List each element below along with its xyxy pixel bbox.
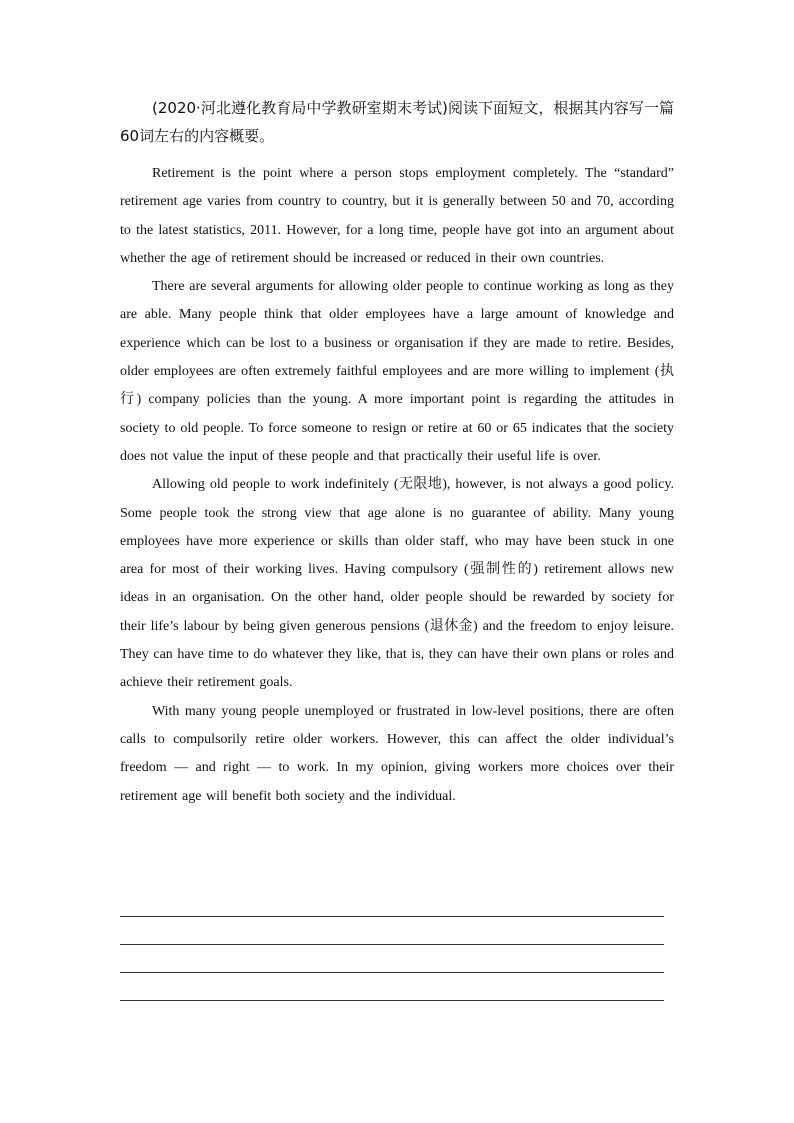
paragraph-4: With many young people unemployed or frustrated in low-level positions, there are often calls to compulsorily retire older workers. However, this can affect the older individual’s freedom — and right — to work. In my opinion, giving workers more choices over their retirement age will benefit both society and the individual. — [120, 703, 674, 804]
task-instruction: (2020·河北遵化教育局中学教研室期末考试)阅读下面短文，根据其内容写一篇60词左右的内容概要。 — [120, 99, 674, 145]
answer-line — [120, 1000, 664, 1001]
answer-line — [120, 944, 664, 945]
paragraph-3: Allowing old people to work indefinitely (无限地), however, is not always a good policy. Some people took the strong view that age alone is no guarantee of ability. Many young employees have more experience or skills than older staff, who may have been stuck in one area for most of their working lives. Having compulsory (强制性的) retirement allows new ideas in an organisation. On the other hand, older people should be rewarded by society for their life’s labour by being given generous pensions (退休金) and the freedom to enjoy leisure. They can have time to do whatever they like, that is, they can have their own plans or roles and achieve their retirement goals. — [120, 477, 674, 691]
answer-area — [120, 916, 664, 1028]
article-content — [120, 94, 674, 811]
paragraph-1: Retirement is the point where a person stops employment completely. The “standard” retirement age varies from country to country, but it is generally between 50 and 70, according to the latest statistics, 2011. However, for a long time, people have got into an argument about whether the age of retirement should be increased or reduced in their own countries. — [120, 166, 674, 266]
answer-line — [120, 972, 664, 973]
paragraph-2: There are several arguments for allowing older people to continue working as long as they are able. Many people think that older employees have a large amount of knowledge and experience which can be lost to a business or organisation if they are made to retire. Besides, older employees are often extremely faithful employees and are more willing to implement (执行) company policies than the young. A more important point is regarding the attitudes in society to old people. To force someone to resign or retire at 60 or 65 indicates that the society does not value the input of these people and that practically their useful life is over. — [120, 279, 674, 464]
answer-line — [120, 916, 664, 917]
